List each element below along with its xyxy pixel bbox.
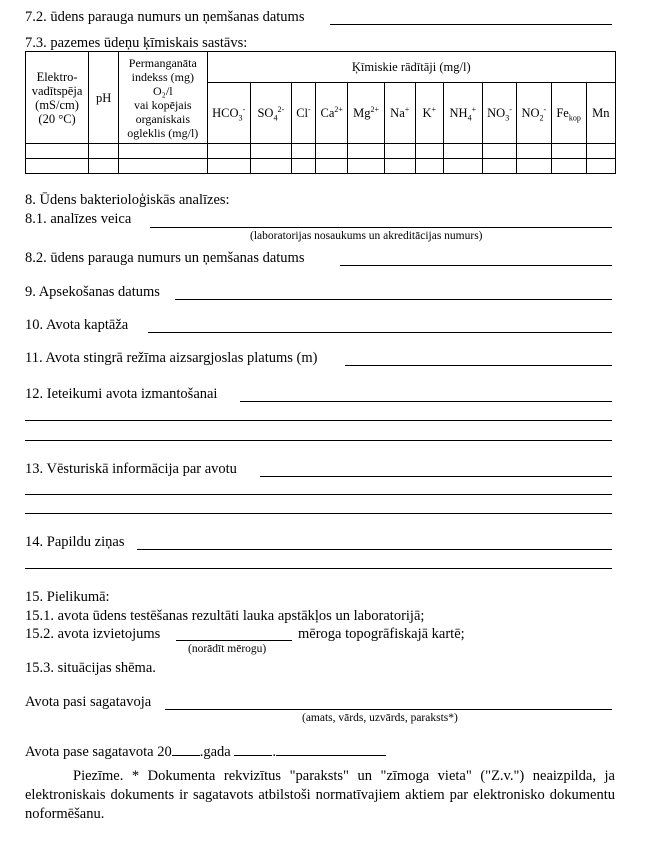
header-ion-0: $HCO_3^-$ xyxy=(207,83,250,144)
attachment-15-2-tail: mēroga topogrāfiskajā kartē; xyxy=(298,626,465,642)
table-cell[interactable] xyxy=(316,144,348,159)
table-cell[interactable] xyxy=(119,144,207,159)
attachment-15-1: 15.1. avota ūdens testēšanas rezultāti lauka apstākļos un laboratorijā; xyxy=(25,608,425,624)
sample-number-field[interactable] xyxy=(330,24,612,25)
history-field[interactable] xyxy=(260,476,612,477)
additional-info-field[interactable] xyxy=(137,549,612,550)
section-7-2-label: 7.2. ūdens parauga numurs un ņemšanas datums xyxy=(25,9,305,25)
prepared-by-label: Avota pasi sagatavoja xyxy=(25,694,152,710)
section-12-label: 12. Ieteikumi avota izmantošanai xyxy=(25,386,218,402)
table-cell[interactable] xyxy=(551,144,586,159)
section-10-label: 10. Avota kaptāža xyxy=(25,317,129,333)
footnote: Piezīme. * Dokumenta rekvizītus "paraksts" un "zīmoga vieta" ("Z.v.") neaizpilda, ja elektroniskais dokuments ir sagatavots atbilstoši normatīvajiem aktiem par elektronisko dokumentu noformēšanu. xyxy=(25,768,615,822)
table-cell[interactable] xyxy=(443,159,482,174)
history-line-3[interactable] xyxy=(25,513,612,514)
table-cell[interactable] xyxy=(348,159,384,174)
header-permanganate: Permanganāta indekss (mg) O₂/l vai kopējais organiskais ogleklis (mg/l) xyxy=(119,52,207,144)
table-cell[interactable] xyxy=(89,144,119,159)
table-cell[interactable] xyxy=(207,159,250,174)
table-cell[interactable] xyxy=(291,144,315,159)
table-cell[interactable] xyxy=(26,144,89,159)
lab-caption: (laboratorijas nosaukums un akreditācijas numurs) xyxy=(250,230,483,242)
table-cell[interactable] xyxy=(89,159,119,174)
section-9-label: 9. Apsekošanas datums xyxy=(25,284,160,300)
table-cell[interactable] xyxy=(250,144,291,159)
section-8-1-label: 8.1. analīzes veica xyxy=(25,211,132,227)
table-cell[interactable] xyxy=(586,144,615,159)
table-cell[interactable] xyxy=(348,144,384,159)
prepared-date-label: Avota pase sagatavota 20 .gada . xyxy=(25,743,386,760)
scale-field[interactable] xyxy=(176,640,292,641)
table-cell[interactable] xyxy=(291,159,315,174)
bact-sample-field[interactable] xyxy=(340,265,612,266)
header-ion-1: $SO_4^{2-}$ xyxy=(250,83,291,144)
header-conductivity: Elektro- vadītspēja (mS/cm) (20 °C) xyxy=(26,52,89,144)
header-ion-9: $NO_2^-$ xyxy=(517,83,551,144)
header-ion-8: $NO_3^-$ xyxy=(482,83,516,144)
header-ion-10: $Fe_{kop}$ xyxy=(551,83,586,144)
table-cell[interactable] xyxy=(415,144,443,159)
table-cell[interactable] xyxy=(207,144,250,159)
section-7-3-label: 7.3. pazemes ūdeņu ķīmiskais sastāvs: xyxy=(25,35,248,51)
history-line-2[interactable] xyxy=(25,494,612,495)
table-cell[interactable] xyxy=(517,159,551,174)
prepared-by-caption: (amats, vārds, uzvārds, paraksts*) xyxy=(302,712,458,724)
header-ion-4: $Mg^{2+}$ xyxy=(348,83,384,144)
inspection-date-field[interactable] xyxy=(175,299,612,300)
table-cell[interactable] xyxy=(119,159,207,174)
header-ion-3: $Ca^{2+}$ xyxy=(316,83,348,144)
table-cell[interactable] xyxy=(443,144,482,159)
header-ion-11: Mn xyxy=(586,83,615,144)
header-ion-2: Cl- xyxy=(291,83,315,144)
table-cell[interactable] xyxy=(482,159,516,174)
prepared-by-field[interactable] xyxy=(165,709,612,710)
table-cell[interactable] xyxy=(384,144,415,159)
protection-zone-field[interactable] xyxy=(345,365,612,366)
section-11-label: 11. Avota stingrā režīma aizsargjoslas platums (m) xyxy=(25,350,318,366)
table-cell[interactable] xyxy=(482,144,516,159)
scale-caption: (norādīt mērogu) xyxy=(188,643,267,655)
recommendations-field[interactable] xyxy=(240,401,612,402)
attachment-15-3: 15.3. situācijas shēma. xyxy=(25,660,156,676)
section-14-label: 14. Papildu ziņas xyxy=(25,534,125,550)
additional-info-line-2[interactable] xyxy=(25,568,612,569)
attachment-15-2: 15.2. avota izvietojums xyxy=(25,626,161,642)
section-8-2-label: 8.2. ūdens parauga numurs un ņemšanas datums xyxy=(25,250,305,266)
table-cell[interactable] xyxy=(250,159,291,174)
table-cell[interactable] xyxy=(586,159,615,174)
table-cell[interactable] xyxy=(384,159,415,174)
table-cell[interactable] xyxy=(551,159,586,174)
header-ion-6: K+ xyxy=(415,83,443,144)
chemical-composition-table xyxy=(25,51,616,174)
recommendations-line-3[interactable] xyxy=(25,440,612,441)
header-ion-5: Na+ xyxy=(384,83,415,144)
section-15-label: 15. Pielikumā: xyxy=(25,589,110,605)
header-ph: pH xyxy=(89,52,119,144)
header-chemical-indicators: Ķīmiskie rādītāji (mg/l) xyxy=(207,52,615,83)
header-ion-7: $NH_4^+$ xyxy=(443,83,482,144)
table-cell[interactable] xyxy=(517,144,551,159)
table-cell[interactable] xyxy=(26,159,89,174)
recommendations-line-2[interactable] xyxy=(25,420,612,421)
table-cell[interactable] xyxy=(316,159,348,174)
capture-field[interactable] xyxy=(148,332,612,333)
table-cell[interactable] xyxy=(415,159,443,174)
section-8-label: 8. Ūdens bakterioloģiskās analīzes: xyxy=(25,192,230,208)
lab-name-field[interactable] xyxy=(150,227,612,228)
section-13-label: 13. Vēsturiskā informācija par avotu xyxy=(25,461,237,477)
